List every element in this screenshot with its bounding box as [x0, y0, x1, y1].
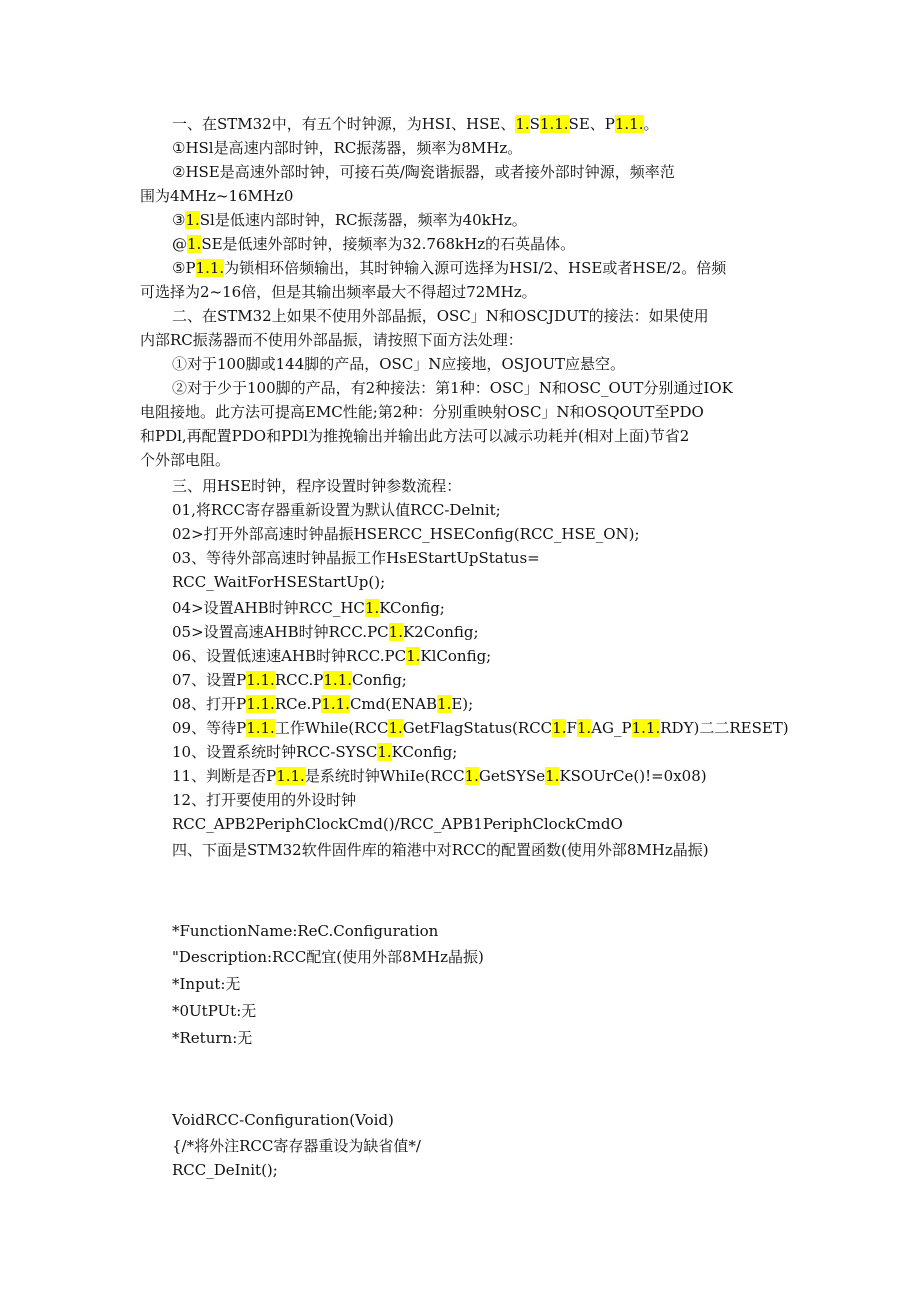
text-span: 内部RC振荡器而不使用外部晶振，请按照下面方法处理：	[140, 331, 523, 349]
text-line	[172, 839, 822, 861]
text-span: E);	[451, 695, 474, 713]
text-span: 11、判断是否P	[172, 767, 277, 785]
text-span: SE是低速外部时钟，接频率为32.768kHz的石英晶体。	[201, 235, 576, 253]
text-line	[172, 717, 822, 739]
text-span: 围为4MHz~16MHz0	[140, 187, 294, 205]
text-span: RCC_APB2PeriphClockCmd()/RCC_APB1PeriphClockCmdO	[172, 815, 623, 833]
text-line	[172, 547, 822, 569]
text-span: 09、等待P	[172, 719, 247, 737]
text-span: 10、设置系统时钟RCC-SYSC	[172, 743, 378, 761]
highlighted-text: 1.	[377, 743, 392, 761]
text-span: @	[172, 235, 187, 253]
text-span: GetSYSe	[478, 767, 546, 785]
highlighted-text: 1.1.	[195, 259, 225, 277]
highlighted-text: 1.	[437, 695, 452, 713]
text-span: ③	[172, 211, 186, 229]
text-span: 08、打开P	[172, 695, 247, 713]
highlighted-text: 1.	[515, 115, 530, 133]
text-span: Sl是低速内部时钟，RC振荡器，频率为40kHz。	[199, 211, 527, 229]
text-line	[172, 209, 822, 231]
text-line	[172, 813, 822, 835]
text-line	[172, 257, 822, 279]
text-line	[140, 185, 790, 207]
text-span: ①对于100脚或144脚的产品，OSC」N应接地，OSJOUT应悬空。	[172, 355, 625, 373]
text-span: ①HSl是高速内部时钟，RC振荡器，频率为8MHz。	[172, 139, 523, 157]
highlighted-text: 1.	[364, 599, 380, 617]
text-span: KlConfig;	[420, 647, 492, 665]
text-span: VoidRCC-Configuration(Void)	[172, 1111, 394, 1129]
text-span: *Return:无	[172, 1029, 253, 1047]
text-line	[172, 1027, 822, 1049]
text-span: K2Config;	[402, 623, 479, 641]
text-span: 二、在STM32上如果不使用外部晶振，OSC」N和OSCJDUT的接法：如果使用	[172, 307, 709, 325]
highlighted-text: 1.1.	[246, 671, 275, 689]
text-line	[140, 401, 790, 423]
text-span: 01,将RCC寄存器重新设置为默认值RCC-Delnit;	[172, 501, 501, 519]
highlighted-text: 1.	[552, 719, 567, 737]
text-span: KSOUrCe()!=0x08)	[559, 767, 707, 785]
text-span: {/*将外注RCC寄存器重设为缺省值*/	[172, 1137, 421, 1155]
text-line	[172, 645, 822, 667]
text-span: ②对于少于100脚的产品，有2种接法：第1种：OSC」N和OSC_OUT分别通过IOK	[172, 379, 733, 397]
text-span: 电阻接地。此方法可提高EMC性能;第2种：分别重映射OSC」N和OSQOUT至PDO	[140, 403, 704, 421]
text-line	[172, 161, 822, 183]
text-span: F	[566, 719, 577, 737]
highlighted-text: 1.1.	[323, 671, 353, 689]
text-line	[172, 973, 822, 995]
text-line	[172, 597, 822, 619]
highlighted-text: 1.	[545, 767, 560, 785]
text-line	[140, 281, 790, 303]
text-span: 12、打开要使用的外设时钟	[172, 791, 357, 809]
text-span: 02>打开外部高速时钟晶振HSERCC_HSEConfig(RCC_HSE_ON);	[172, 525, 640, 543]
text-line	[172, 305, 822, 327]
text-span: ⑤P	[172, 259, 196, 277]
highlighted-text: 1.	[388, 623, 403, 641]
text-span: Config;	[352, 671, 407, 689]
highlighted-text: 1.	[185, 211, 200, 229]
text-line	[172, 1109, 822, 1131]
text-line	[172, 377, 822, 399]
highlighted-text: 1.1.	[246, 695, 275, 713]
highlighted-text: 1.1.	[276, 767, 305, 785]
text-line	[172, 1000, 822, 1022]
text-span: 。	[643, 115, 659, 133]
text-span: 03、等待外部高速时钟晶振工作HsEStartUpStatus=	[172, 549, 540, 567]
highlighted-text: 1.	[464, 767, 479, 785]
text-span: 一、在STM32中，有五个时钟源，为HSI、HSE、	[172, 115, 516, 133]
text-line	[172, 233, 822, 255]
text-line	[172, 571, 822, 593]
text-line	[172, 789, 822, 811]
text-line	[172, 621, 822, 643]
text-line	[172, 475, 822, 497]
text-span: GetFlagStatus(RCC	[402, 719, 553, 737]
text-span: 工作While(RCC	[274, 719, 389, 737]
text-line	[172, 693, 822, 715]
highlighted-text: 1.	[388, 719, 403, 737]
highlighted-text: 1.1.	[321, 695, 350, 713]
text-line	[172, 1135, 822, 1157]
text-span: RCe.P	[274, 695, 322, 713]
text-line	[172, 765, 822, 787]
text-line	[172, 113, 822, 135]
text-span: *0UtPUt:无	[172, 1002, 257, 1020]
text-span: 05>设置高速AHB时钟RCC.PC	[172, 623, 389, 641]
text-span: ②HSE是高速外部时钟，可接石英/陶瓷谐振器，或者接外部时钟源，频率范	[172, 163, 675, 181]
text-span: RCC.P	[274, 671, 324, 689]
text-span: 和PDl,再配置PDO和PDl为推挽输出并输出此方法可以减示功耗并(相对上面)节省2	[140, 427, 690, 445]
text-span: RCC_DeInit();	[172, 1161, 278, 1179]
highlighted-text: 1.1.	[539, 115, 569, 133]
text-span: AG_P	[591, 719, 632, 737]
text-line	[172, 920, 822, 942]
text-line	[172, 741, 822, 763]
text-line	[172, 523, 822, 545]
highlighted-text: 1.1.	[246, 719, 275, 737]
text-span: *Input:无	[172, 975, 241, 993]
text-line	[172, 1159, 822, 1181]
text-span: 四、下面是STM32软件固件库的箱港中对RCC的配置函数(使用外部8MHz晶振)	[172, 841, 709, 859]
text-line	[172, 137, 822, 159]
text-span: 07、设置P	[172, 671, 247, 689]
highlighted-text: 1.	[187, 235, 202, 253]
text-span: KConfig;	[379, 599, 445, 617]
text-span: Cmd(ENAB	[349, 695, 438, 713]
text-span: RCC_WaitForHSEStartUp();	[172, 573, 386, 591]
text-span: S	[529, 115, 540, 133]
text-line	[172, 669, 822, 691]
text-span: KConfig;	[391, 743, 458, 761]
text-span: 三、用HSE时钟，程序设置时钟参数流程：	[172, 477, 462, 495]
highlighted-text: 1.	[406, 647, 421, 665]
text-line	[140, 425, 790, 447]
text-line	[140, 449, 790, 471]
text-span: 06、设置低速速AHB时钟RCC.PC	[172, 647, 407, 665]
text-span: "Description:RCC配宜(使用外部8MHz晶振)	[172, 948, 484, 966]
text-span: 04>设置AHB时钟RCC_HC	[172, 599, 365, 617]
text-span: 是系统时钟WhiIe(RCC	[304, 767, 465, 785]
highlighted-text: 1.1.	[631, 719, 661, 737]
highlighted-text: 1.1.	[614, 115, 644, 133]
text-span: *FunctionName:ReC.Configuration	[172, 922, 439, 940]
text-line	[172, 353, 822, 375]
text-span: RDY)二二RESET)	[660, 719, 789, 737]
text-line	[140, 329, 790, 351]
text-span: 为锁相环倍频输出，其时钟输入源可选择为HSI/2、HSE或者HSE/2。倍频	[224, 259, 727, 277]
text-span: SE、P	[568, 115, 615, 133]
text-span: 可选择为2~16倍，但是其输出频率最大不得超过72MHz。	[140, 283, 537, 301]
text-line	[172, 499, 822, 521]
text-span: 个外部电阻。	[140, 451, 231, 469]
highlighted-text: 1.	[576, 719, 592, 737]
text-line	[172, 946, 822, 968]
